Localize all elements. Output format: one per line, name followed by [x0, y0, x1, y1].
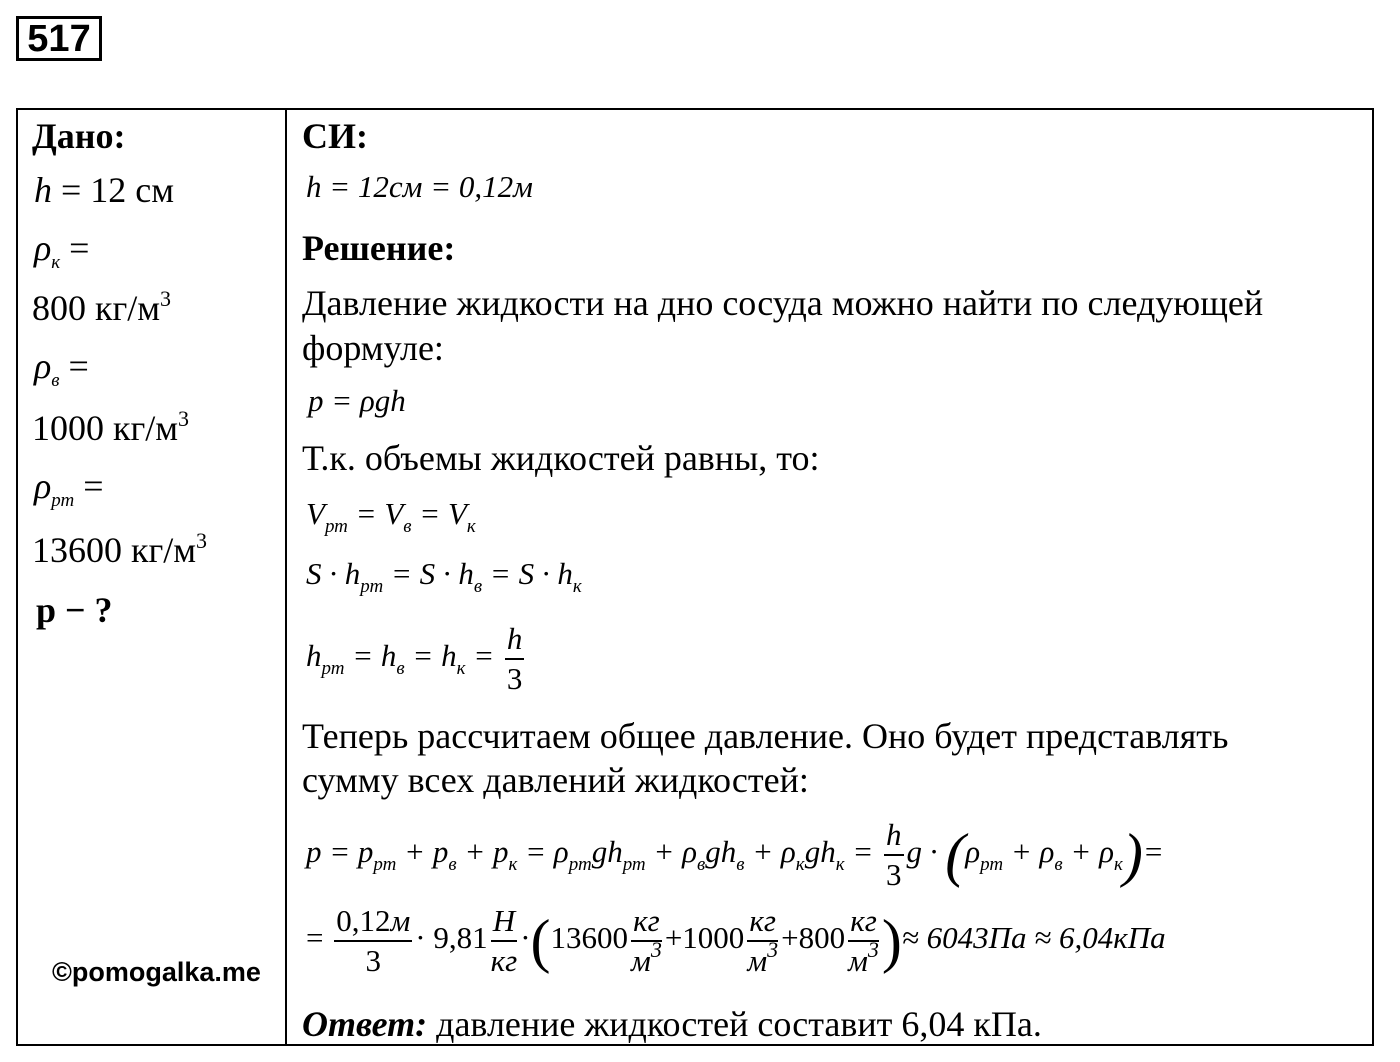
- solution-text-1a: Давление жидкости на дно сосуда можно найти по следующей: [302, 283, 1264, 323]
- answer-label: Ответ:: [302, 1004, 428, 1044]
- formula-calculation: = $\frac{0,12м}{3}$ · 9,81 $\frac{Н}{кг}$ ·(13600 $\frac{кг}{м^3}$ +1000 $\frac{кг}{м^3}$ +800 $\frac{кг}{м^3}$ )≈ 6043Па ≈ 6,04кПа: [306, 903, 1166, 978]
- solution-heading: Решение:: [302, 228, 456, 268]
- given-height: h = 12 см: [34, 170, 175, 210]
- si-heading: СИ:: [302, 116, 368, 156]
- result-value: ≈ 6043Па ≈ 6,04кПа: [901, 920, 1166, 956]
- given-rho-k-value: 800 $кг/м^3$: [32, 286, 172, 328]
- si-conversion: h = 12см = 0,12м: [306, 169, 533, 204]
- given-height-value: = 12 см: [61, 170, 175, 210]
- rho-rt-equals: =: [83, 466, 104, 506]
- formula-heights: $h_{рт} = h_в = h_к$ = $\frac{h}{3}$: [306, 621, 523, 696]
- given-rho-rt: $\rho_{рт}$ =: [34, 466, 104, 511]
- column-divider: [285, 108, 287, 1046]
- fraction-n-kg: $\frac{Н}{кг}$: [490, 903, 518, 978]
- rho-k-equals: =: [69, 228, 90, 268]
- problem-number: 517: [16, 16, 102, 61]
- solution-text-3b: сумму всех давлений жидкостей:: [302, 760, 809, 800]
- given-heading: Дано:: [32, 116, 126, 156]
- fraction-density-1: $\frac{кг}{м^3}$: [631, 903, 662, 978]
- solution-text-1b: формуле:: [302, 328, 444, 368]
- given-rho-v: $\rho_в$ =: [34, 346, 89, 391]
- fraction-density-3: $\frac{кг}{м^3}$: [848, 903, 879, 978]
- rho-v-equals: =: [68, 346, 89, 386]
- formula-pressure: p = ρgh: [308, 383, 406, 418]
- solution-text-3a: Теперь рассчитаем общее давление. Оно будет представлять: [302, 716, 1229, 756]
- given-rho-rt-value: 13600 $кг/м^3$: [32, 528, 208, 570]
- solution-text-2: Т.к. объемы жидкостей равны, то:: [302, 438, 820, 478]
- given-find: p − ?: [36, 590, 113, 630]
- formula-total-pressure: $p = p_{рт} + p_в + p_к = \rho_{рт}gh_{рт} + \rho_вgh_в + \rho_кgh_к$ = $\frac{h}{3}$ $g \cdot (\rho_{рт} + \rho_в + \rho_к)=$: [306, 817, 1164, 892]
- answer-line: [302, 1004, 1042, 1044]
- formula-sh: $S \cdot h_{рт} = S \cdot h_в = S \cdot h_к$: [306, 556, 582, 597]
- formula-volumes: $V_{рт} = V_в = V_к$: [306, 496, 476, 537]
- given-rho-v-value: 1000 $кг/м^3$: [32, 406, 190, 448]
- given-rho-k: $\rho_к$ =: [34, 228, 90, 273]
- fraction-h-3-b: $\frac{h}{3}$: [886, 817, 902, 892]
- watermark: ©pomogalka.me: [52, 957, 261, 987]
- answer-text: давление жидкостей составит 6,04 кПа.: [436, 1004, 1042, 1044]
- fraction-h-3: $\frac{h}{3}$: [506, 621, 523, 696]
- fraction-density-2: $\frac{кг}{м^3}$: [747, 903, 779, 978]
- fraction-height: $\frac{0,12м}{3}$: [336, 903, 411, 978]
